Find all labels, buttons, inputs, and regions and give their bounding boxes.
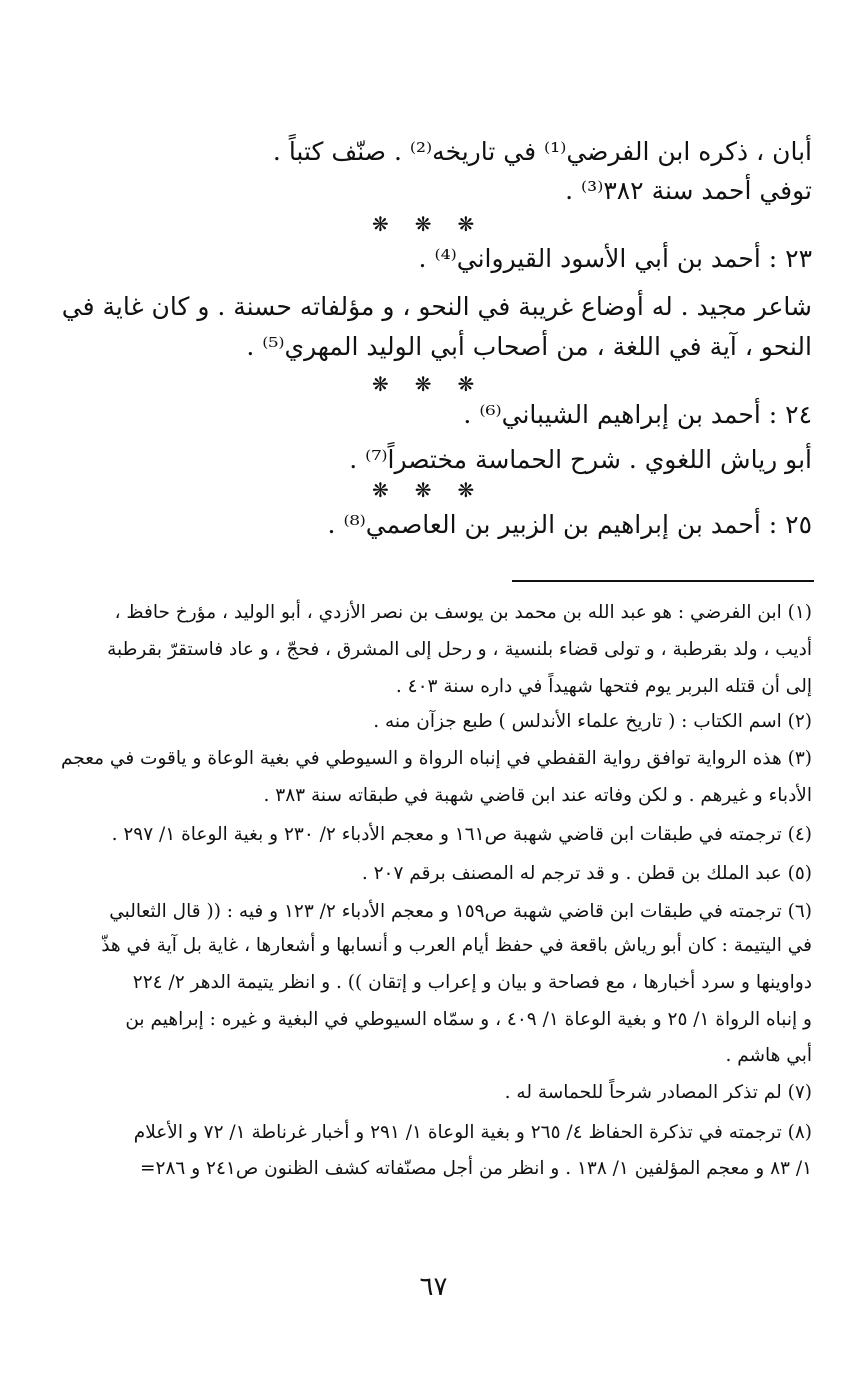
entry-heading-23: ٢٣ : أحمد بن أبي الأسود القيرواني⁽⁴⁾ . xyxy=(418,244,812,273)
footnote-4: (٤) ترجمته في طبقات ابن قاضي شهبة ص١٦١ و معجم الأدباء ٢/ ٢٣٠ و بغية الوعاة ١/ ٢٩٧ . xyxy=(111,824,812,845)
flower-ornament-icon: ❋ xyxy=(414,478,432,502)
footnote-6-line-4: و إنباه الرواة ١/ ٢٥ و بغية الوعاة ١/ ٤٠٩ ، و سمّاه السيوطي في البغية و غيره : إبراهيم بن xyxy=(125,1009,812,1030)
footnote-6-line-1: (٦) ترجمته في طبقات ابن قاضي شهبة ص١٥٩ و معجم الأدباء ٢/ ١٢٣ و فيه : (( قال الثعالبي xyxy=(109,901,812,922)
footnote-1-line-3: إلى أن قتله البربر يوم فتحها شهيداً في داره سنة ٤٠٣ . xyxy=(395,676,812,697)
page-number: ٦٧ xyxy=(419,1272,448,1302)
footnote-8-line-2: ١/ ٨٣ و معجم المؤلفين ١/ ١٣٨ . و انظر من أجل مصنّفاته كشف الظنون ص٢٤١ و ٢٨٦= xyxy=(140,1158,812,1179)
flower-ornament-icon: ❋ xyxy=(457,212,475,236)
ornament-divider-3 xyxy=(372,480,474,500)
flower-ornament-icon: ❋ xyxy=(372,478,389,502)
footnote-8-line-1: (٨) ترجمته في تذكرة الحفاظ ٤/ ٢٦٥ و بغية الوعاة ١/ ٢٩١ و أخبار غرناطة ١/ ٧٢ و الأعلام xyxy=(133,1122,812,1143)
footnote-3-line-1: (٣) هذه الرواية توافق رواية القفطي في إنباه الرواة و السيوطي في بغية الوعاة و ياقوت في معجم xyxy=(60,748,812,769)
footnote-7: (٧) لم تذكر المصادر شرحاً للحماسة له . xyxy=(504,1082,812,1103)
flower-ornament-icon: ❋ xyxy=(372,372,389,396)
footnote-6-line-2: في اليتيمة : كان أبو رياش باقعة في حفظ أيام العرب و أنسابها و أشعارها ، غاية بل آية في هذّ xyxy=(101,935,812,956)
footnote-3-line-2: الأدباء و غيرهم . و لكن وفاته عند ابن قاضي شهبة في طبقاته سنة ٣٨٣ . xyxy=(263,785,812,806)
main-line-2: توفي أحمد سنة ٣٨٢⁽³⁾ . xyxy=(565,176,812,205)
main-line-7: أبو رياش اللغوي . شرح الحماسة مختصراً⁽⁷⁾ . xyxy=(349,445,812,474)
entry-heading-25: ٢٥ : أحمد بن إبراهيم بن الزبير بن العاصمي⁽⁸⁾ . xyxy=(327,510,812,539)
flower-ornament-icon: ❋ xyxy=(457,372,475,396)
footnote-2: (٢) اسم الكتاب : ( تاريخ علماء الأندلس ) طبع جزآن منه . xyxy=(373,711,812,732)
main-line-4: شاعر مجيد . له أوضاع غريبة في النحو ، و مؤلفاته حسنة . و كان غاية في xyxy=(61,292,812,321)
footnote-6-line-5: أبي هاشم . xyxy=(725,1045,812,1066)
flower-ornament-icon: ❋ xyxy=(457,478,475,502)
flower-ornament-icon: ❋ xyxy=(414,372,432,396)
footnote-1-line-1: (١) ابن الفرضي : هو عبد الله بن محمد بن يوسف بن نصر الأزدي ، أبو الوليد ، مؤرخ حافظ ، xyxy=(114,602,812,623)
main-line-1: أبان ، ذكره ابن الفرضي⁽¹⁾ في تاريخه⁽²⁾ . صنّف كتباً . xyxy=(272,137,812,166)
footnote-1-line-2: أديب ، ولد بقرطبة ، و تولى قضاء بلنسية ، و رحل إلى المشرق ، فحجّ ، و عاد فاستقرّ بقرطبة xyxy=(107,639,812,660)
entry-heading-24: ٢٤ : أحمد بن إبراهيم الشيباني⁽⁶⁾ . xyxy=(463,400,812,429)
ornament-divider-2 xyxy=(372,374,474,394)
flower-ornament-icon: ❋ xyxy=(372,212,389,236)
flower-ornament-icon: ❋ xyxy=(414,212,432,236)
footnote-5: (٥) عبد الملك بن قطن . و قد ترجم له المصنف برقم ٢٠٧ . xyxy=(361,863,812,884)
ornament-divider-1 xyxy=(372,214,474,234)
main-line-5: النحو ، آية في اللغة ، من أصحاب أبي الوليد المهري⁽⁵⁾ . xyxy=(246,332,812,361)
footnote-6-line-3: دواوينها و سرد أخبارها ، مع فصاحة و بيان و إعراب و إتقان )) . و انظر يتيمة الدهر ٢/ ٢٢٤ xyxy=(132,972,812,993)
footnote-separator xyxy=(512,580,814,582)
